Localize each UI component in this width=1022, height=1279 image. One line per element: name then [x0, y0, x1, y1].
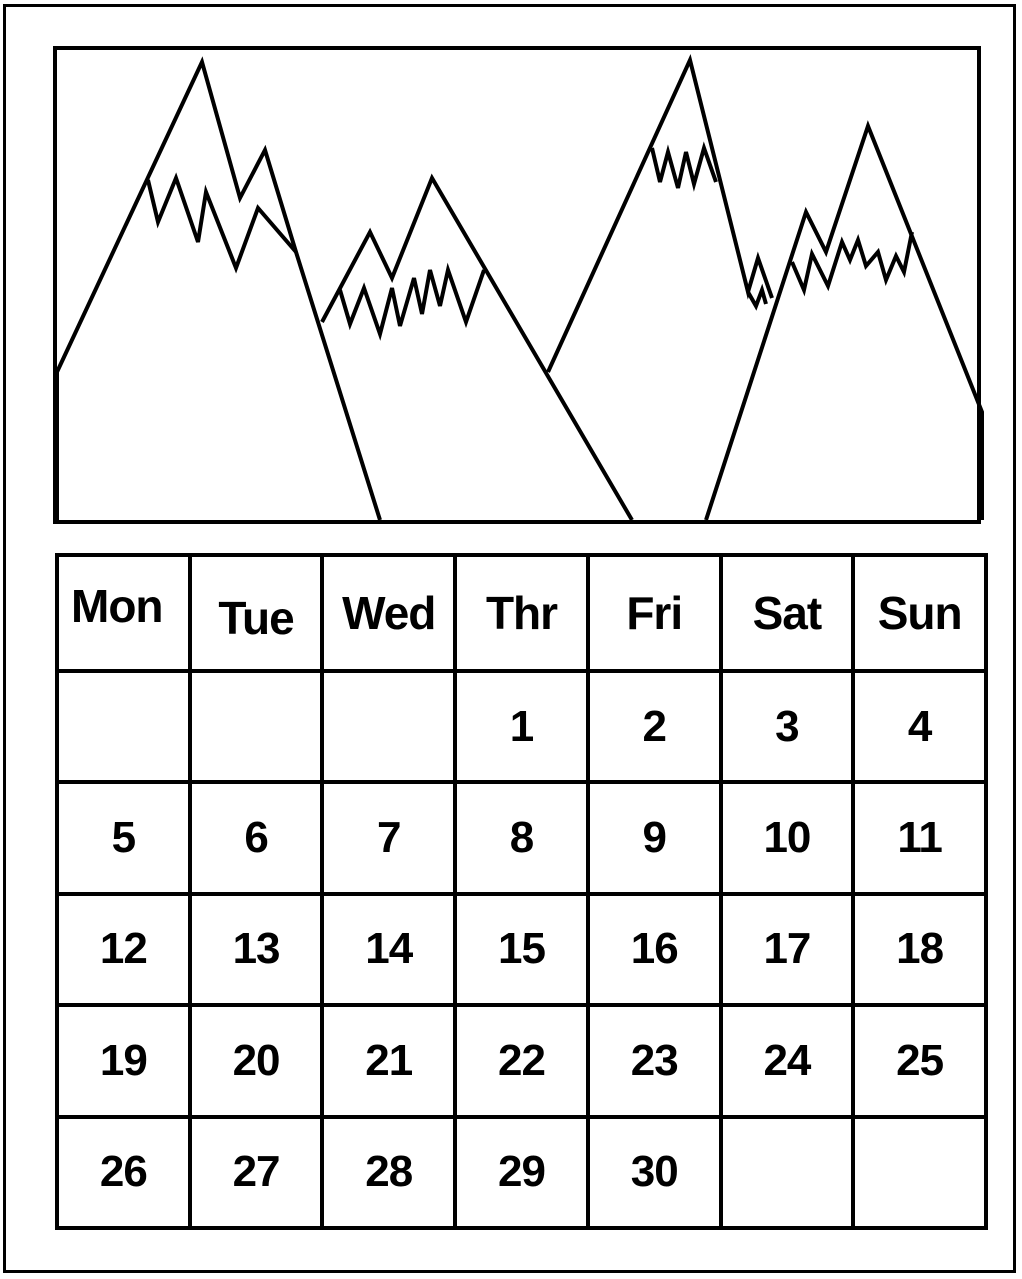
- day-cell: 12: [59, 896, 188, 1003]
- day-cell: 23: [590, 1007, 719, 1114]
- weekday-sun: Sun: [855, 557, 984, 669]
- mountain-1-snowline: [148, 178, 296, 268]
- day-cell: 7: [324, 784, 453, 891]
- day-cell: 19: [59, 1007, 188, 1114]
- day-cell: 4: [855, 673, 984, 780]
- day-cell: 21: [324, 1007, 453, 1114]
- day-cell: 22: [457, 1007, 586, 1114]
- weekday-fri: Fri: [590, 557, 719, 669]
- mountain-4-outline: [706, 126, 982, 520]
- day-cell: 14: [324, 896, 453, 1003]
- illustration-frame: [55, 48, 979, 522]
- day-cell: 3: [723, 673, 852, 780]
- day-cell: 27: [192, 1119, 321, 1226]
- day-cell: 9: [590, 784, 719, 891]
- day-cell: 1: [457, 673, 586, 780]
- day-cell: [192, 673, 321, 780]
- day-cell: 10: [723, 784, 852, 891]
- mountain-3-outline: [548, 60, 772, 372]
- day-cell: [59, 673, 188, 780]
- day-cell: [855, 1119, 984, 1226]
- weekday-wed: Wed: [324, 557, 453, 669]
- day-cell: 20: [192, 1007, 321, 1114]
- day-cell: 16: [590, 896, 719, 1003]
- day-cell: 15: [457, 896, 586, 1003]
- mountain-illustration: [0, 0, 1022, 540]
- day-cell: [723, 1119, 852, 1226]
- weekday-sat: Sat: [723, 557, 852, 669]
- mountain-1-outline: [57, 62, 380, 520]
- mountain-4-snowline: [792, 232, 912, 290]
- mountain-2-outline: [322, 178, 632, 520]
- day-cell: 24: [723, 1007, 852, 1114]
- weekday-tue: Tue: [192, 557, 321, 669]
- calendar-grid: [55, 553, 988, 1230]
- day-cell: 17: [723, 896, 852, 1003]
- day-cell: 30: [590, 1119, 719, 1226]
- day-cell: 5: [59, 784, 188, 891]
- mountain-3-snowline-2: [748, 290, 766, 306]
- weekday-thr: Thr: [457, 557, 586, 669]
- day-cell: 13: [192, 896, 321, 1003]
- day-cell: 6: [192, 784, 321, 891]
- day-cell: 18: [855, 896, 984, 1003]
- mountain-2-snowline: [340, 270, 484, 334]
- weekday-mon: Mon: [59, 557, 188, 669]
- day-cell: 2: [590, 673, 719, 780]
- day-cell: 26: [59, 1119, 188, 1226]
- day-cell: 11: [855, 784, 984, 891]
- day-cell: 28: [324, 1119, 453, 1226]
- mountain-3-snowline: [652, 148, 716, 188]
- day-cell: 25: [855, 1007, 984, 1114]
- day-cell: 8: [457, 784, 586, 891]
- day-cell: 29: [457, 1119, 586, 1226]
- day-cell: [324, 673, 453, 780]
